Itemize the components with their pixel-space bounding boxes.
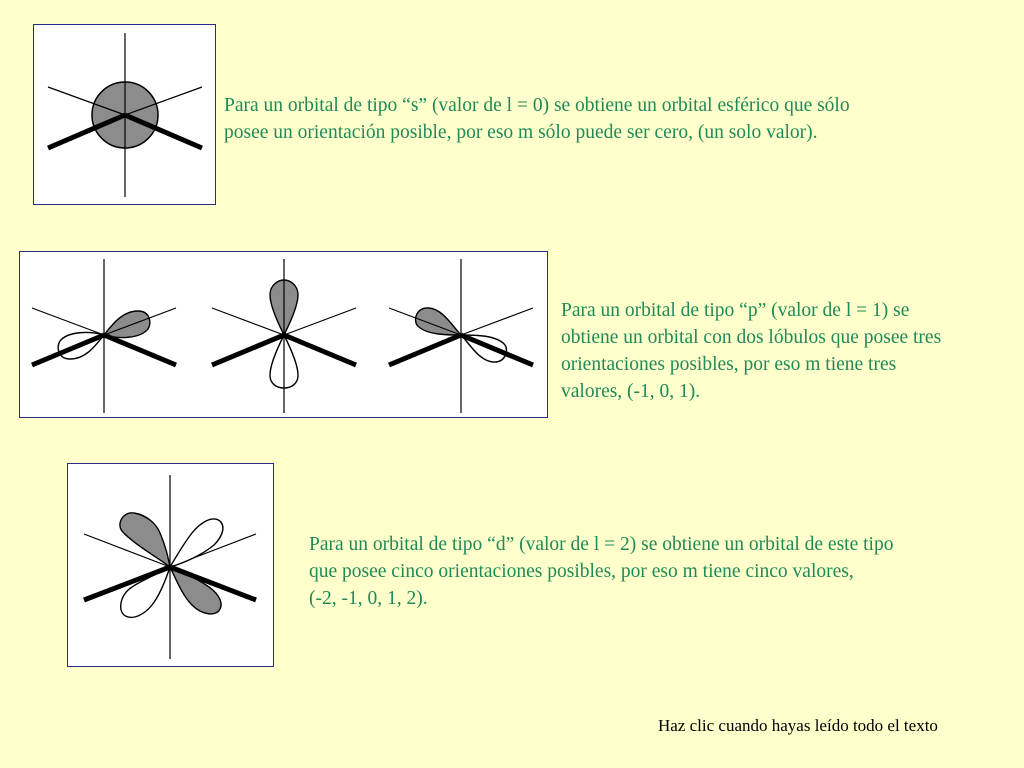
d-orbital-text (309, 531, 893, 612)
d-orbital-diagram (67, 463, 274, 667)
p-lobe-shaded (416, 308, 462, 335)
s-orbital-diagram (33, 24, 216, 205)
d-text-line: (-2, -1, 0, 1, 2). (309, 588, 428, 609)
p-text-line: Para un orbital de tipo “p” (valor de l = 1) se (561, 300, 910, 321)
p-orbital-diagram (19, 251, 548, 418)
d-text-line: que posee cinco orientaciones posibles, por eso m tiene cinco valores, (309, 561, 854, 582)
click-to-continue-hint[interactable]: Haz clic cuando hayas leído todo el texto (658, 716, 938, 735)
s-text-line: posee un orientación posible, por eso m sólo puede ser cero, (un solo valor). (224, 122, 818, 143)
p-text-line: obtiene un orbital con dos lóbulos que posee tres (561, 327, 942, 348)
p-orbital-orientation-3 (389, 259, 533, 413)
s-orbital-text (224, 92, 850, 146)
p-orbital-figure (20, 252, 547, 417)
d-orbital-four-lobes (84, 475, 256, 659)
d-text-line: Para un orbital de tipo “d” (valor de l = 2) se obtiene un orbital de este tipo (309, 534, 894, 555)
p-orbital-orientation-2 (212, 259, 356, 413)
p-text-line: valores, (-1, 0, 1). (561, 381, 701, 402)
s-orbital-figure (34, 25, 215, 204)
p-orbital-text (561, 297, 941, 405)
s-text-line: Para un orbital de tipo “s” (valor de l = 0) se obtiene un orbital esférico que sólo (224, 95, 850, 116)
d-orbital-figure (68, 464, 273, 666)
d-lobe-shaded (170, 567, 221, 614)
p-lobe-shaded (104, 311, 150, 337)
d-lobe-shaded (120, 513, 170, 567)
p-text-line: orientaciones posibles, por eso m tiene tres (561, 354, 897, 375)
d-lobe-light (170, 519, 223, 567)
p-orbital-orientation-1 (32, 259, 176, 413)
